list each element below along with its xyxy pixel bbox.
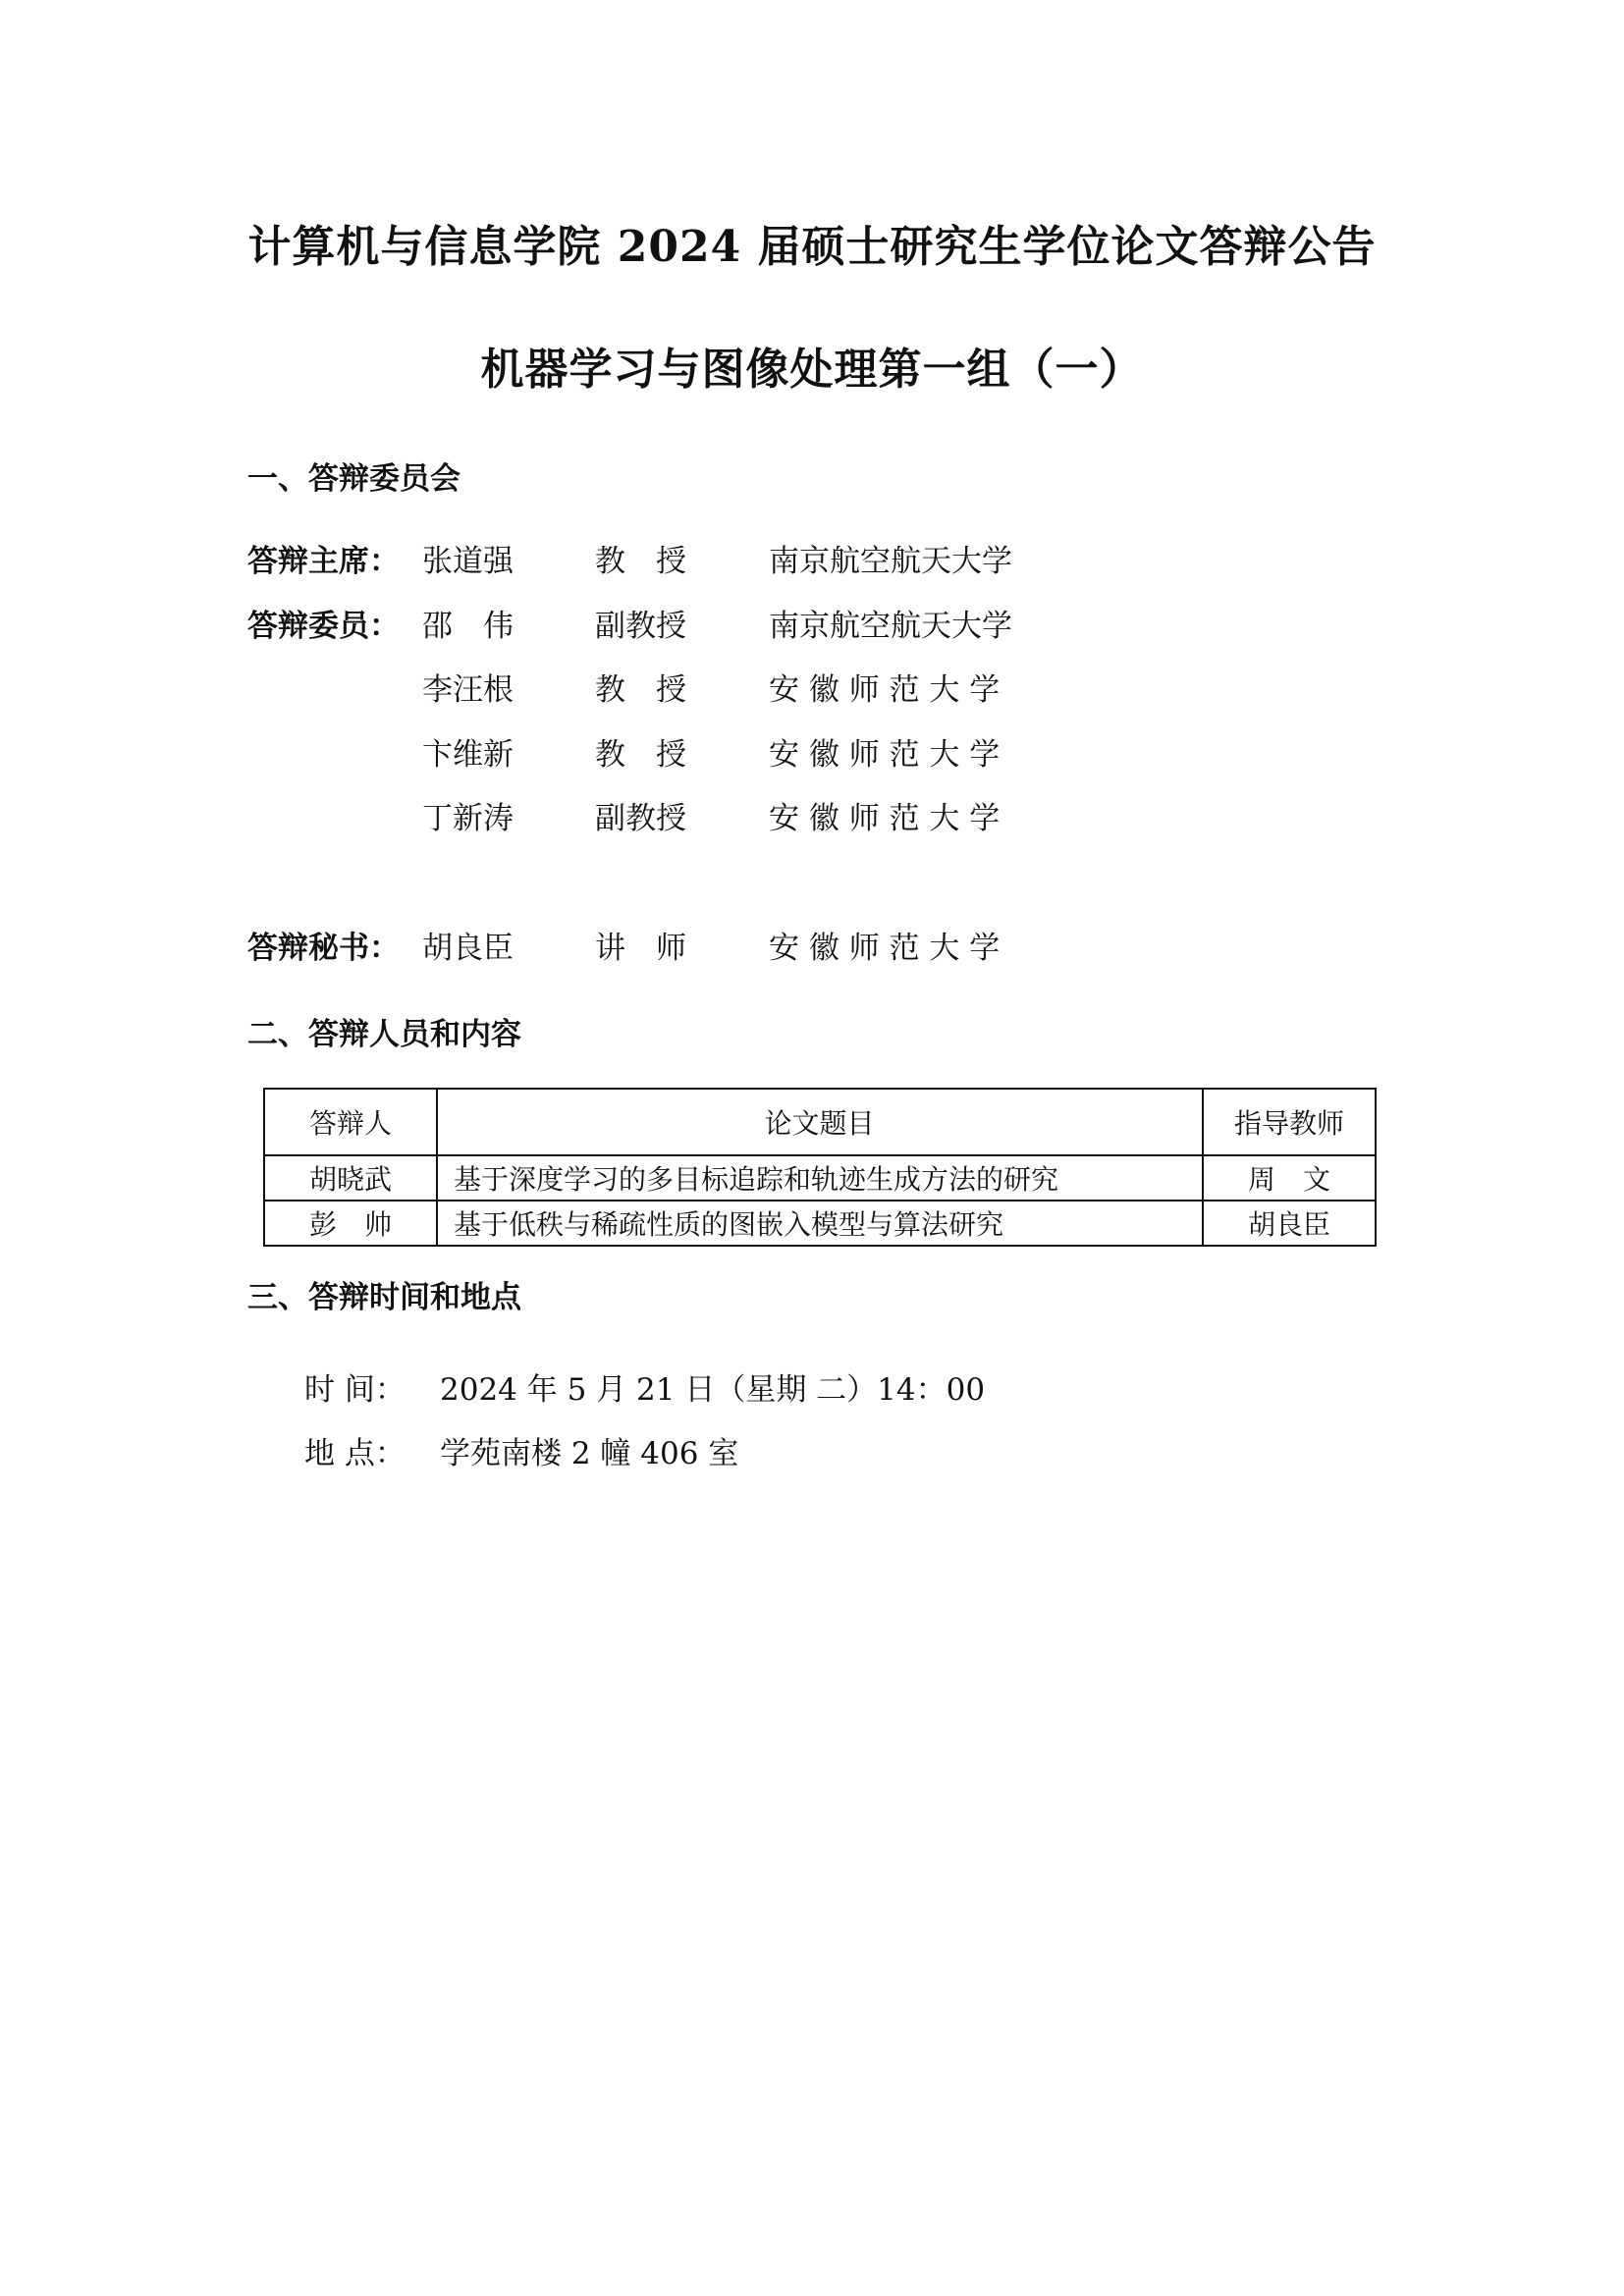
committee-unit: 安 徽 师 范 大 学 [769, 672, 1001, 708]
committee-unit: 安 徽 师 范 大 学 [769, 801, 1001, 836]
column-header-topic: 论文题目 [437, 1089, 1203, 1155]
defense-table [263, 1088, 1377, 1247]
committee-role: 答辩主席： [247, 544, 400, 579]
topic-cell: 基于深度学习的多目标追踪和轨迹生成方法的研究 [437, 1155, 1203, 1201]
committee-row [0, 729, 1624, 773]
document-title: 计算机与信息学院 2024 届硕士研究生学位论文答辩公告 [247, 222, 1377, 272]
committee-row [0, 536, 1624, 579]
secretary-unit: 安 徽 师 范 大 学 [769, 931, 1001, 966]
secretary-title: 讲 师 [595, 931, 686, 966]
topic-cell: 基于低秩与稀疏性质的图嵌入模型与算法研究 [437, 1201, 1203, 1246]
time-label: 时 间： [304, 1372, 406, 1408]
committee-title: 教 授 [595, 737, 686, 773]
schedule-heading: 三、答辩时间和地点 [247, 1280, 521, 1315]
committee-title: 副教授 [595, 609, 686, 644]
committee-title: 副教授 [595, 801, 686, 836]
table-row [264, 1155, 1376, 1201]
secretary-role: 答辩秘书： [247, 931, 400, 966]
student-cell: 彭 帅 [264, 1201, 437, 1246]
committee-name: 卞维新 [422, 737, 514, 773]
time-value: 2024 年 5 月 21 日（星期 二）14：00 [440, 1372, 986, 1408]
committee-unit: 南京航空航天大学 [769, 609, 1012, 644]
committee-unit: 安 徽 师 范 大 学 [769, 737, 1001, 773]
secretary-name: 胡良臣 [422, 931, 514, 966]
advisor-cell: 胡良臣 [1203, 1201, 1376, 1246]
place-label: 地 点： [304, 1436, 406, 1471]
document-subtitle: 机器学习与图像处理第一组（一） [480, 345, 1144, 395]
column-header-advisor: 指导教师 [1203, 1089, 1376, 1155]
committee-title: 教 授 [595, 544, 686, 579]
committee-row [0, 665, 1624, 708]
committee-row [0, 793, 1624, 836]
secretary-row [0, 923, 1624, 966]
advisor-cell: 周 文 [1203, 1155, 1376, 1201]
table-row [264, 1201, 1376, 1246]
committee-row [0, 601, 1624, 644]
committee-heading: 一、答辩委员会 [247, 461, 460, 497]
student-cell: 胡晓武 [264, 1155, 437, 1201]
defense-heading: 二、答辩人员和内容 [247, 1017, 521, 1052]
committee-name: 李汪根 [422, 672, 514, 708]
table-header-row [264, 1089, 1376, 1155]
committee-title: 教 授 [595, 672, 686, 708]
committee-role: 答辩委员： [247, 609, 400, 644]
committee-name: 张道强 [422, 544, 514, 579]
committee-name: 邵 伟 [422, 609, 514, 644]
committee-name: 丁新涛 [422, 801, 514, 836]
committee-unit: 南京航空航天大学 [769, 544, 1012, 579]
place-value: 学苑南楼 2 幢 406 室 [440, 1436, 739, 1471]
column-header-student: 答辩人 [264, 1089, 437, 1155]
